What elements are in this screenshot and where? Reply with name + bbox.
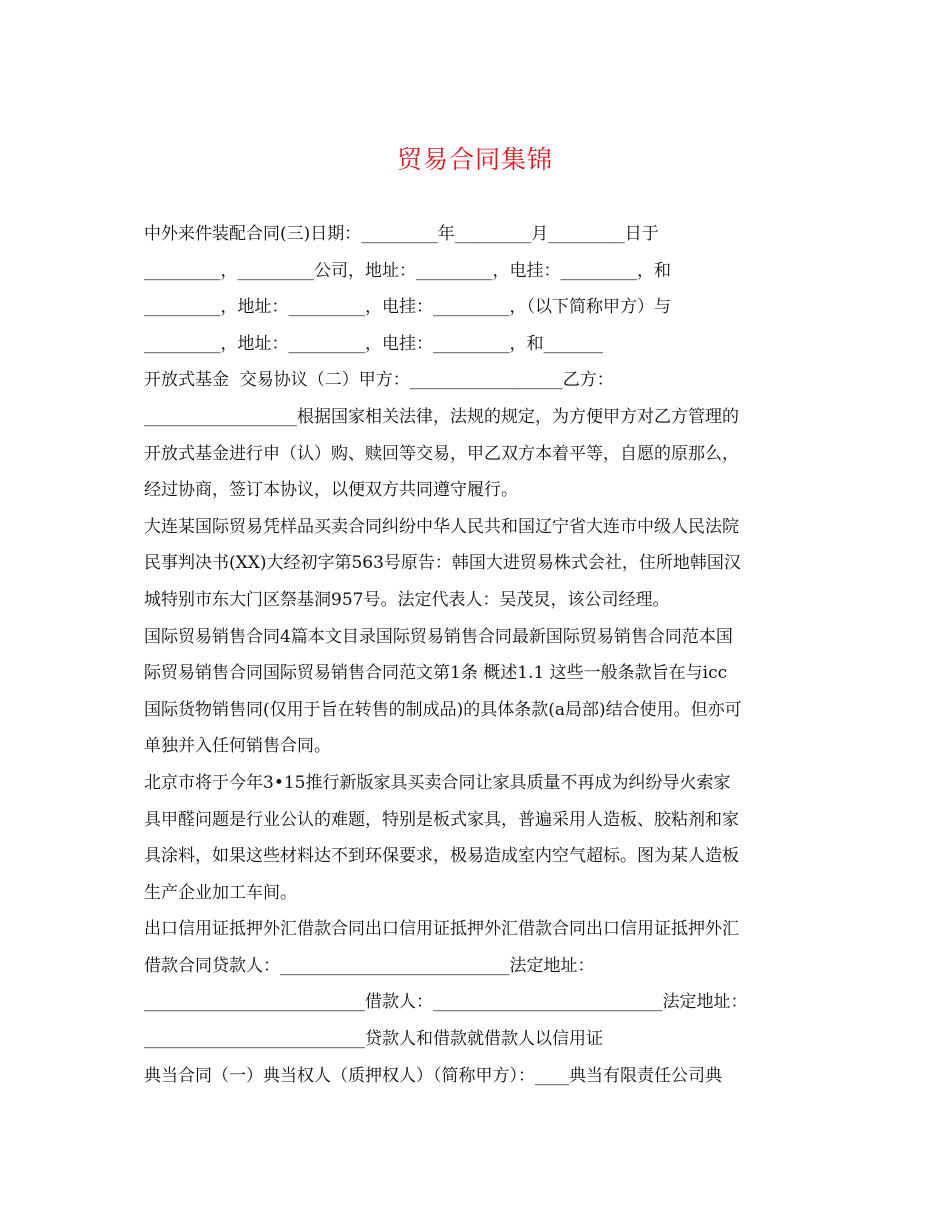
document-title: 贸易合同集锦 [396, 145, 553, 174]
text-line: __________________________贷款人和借款就借款人以信用证 [144, 1029, 603, 1050]
text-line: _________，地址：_________，电挂：_________，和_______ [144, 333, 603, 354]
text-line: 大连某国际贸易凭样品买卖合同纠纷中华人民共和国辽宁省大连市中级人民法院 [144, 516, 739, 537]
text-line: 城特别市东大门区祭基洞957号。法定代表人：吴茂炅，该公司经理。 [144, 589, 670, 610]
text-line: 民事判决书(XX)大经初字第563号原告：韩国大进贸易株式会社，住所地韩国汉 [144, 553, 741, 574]
text-line: 北京市将于今年3•15推行新版家具买卖合同让家具质量不再成为纠纷导火索家 [144, 772, 731, 793]
text-line: 国际货物销售同(仅用于旨在转售的制成品)的具体条款(a局部)结合使用。但亦可 [144, 699, 742, 720]
document-body [144, 216, 814, 1094]
text-line: 中外来件装配合同(三)日期：_________年_________月_________日于 [144, 224, 659, 244]
text-line: 经过协商，签订本协议，以便双方共同遵守履行。 [144, 480, 518, 501]
text-line: 国际贸易销售合同4篇本文目录国际贸易销售合同最新国际贸易销售合同范本国 [144, 626, 733, 647]
text-line: 生产企业加工车间。 [144, 882, 297, 903]
text-line: 开放式基金 交易协议（二）甲方：__________________乙方： [144, 370, 614, 391]
text-line: 出口信用证抵押外汇借款合同出口信用证抵押外汇借款合同出口信用证抵押外汇 [144, 919, 739, 940]
text-line: 具涂料，如果这些材料达不到环保要求，极易造成室内空气超标。图为某人造板 [144, 846, 739, 867]
text-line: 际贸易销售合同国际贸易销售合同范文第1条 概述1.1 这些一般条款旨在与icc [144, 663, 728, 684]
text-line: 典当合同（一）典当权人（质押权人）（简称甲方）：____典当有限责任公司典 [144, 1065, 722, 1086]
text-line: __________________________借款人：___________________________法定地址： [144, 992, 748, 1013]
text-line: __________________根据国家相关法律，法规的规定，为方便甲方对乙方管理的 [144, 406, 739, 427]
text-line: _________，地址：_________，电挂：_________，（以下简称甲方）与 [144, 297, 671, 318]
text-line: 借款合同贷款人：___________________________法定地址： [144, 955, 595, 976]
text-line: 单独并入任何销售合同。 [144, 736, 331, 757]
text-line: 具甲醛问题是行业公认的难题，特别是板式家具，普遍采用人造板、胶粘剂和家 [144, 809, 739, 830]
text-line: 开放式基金进行申（认）购、赎回等交易，甲乙双方本着平等，自愿的原那么， [144, 443, 739, 464]
text-line: _________，_________公司，地址：_________，电挂：_________，和 [144, 260, 671, 281]
